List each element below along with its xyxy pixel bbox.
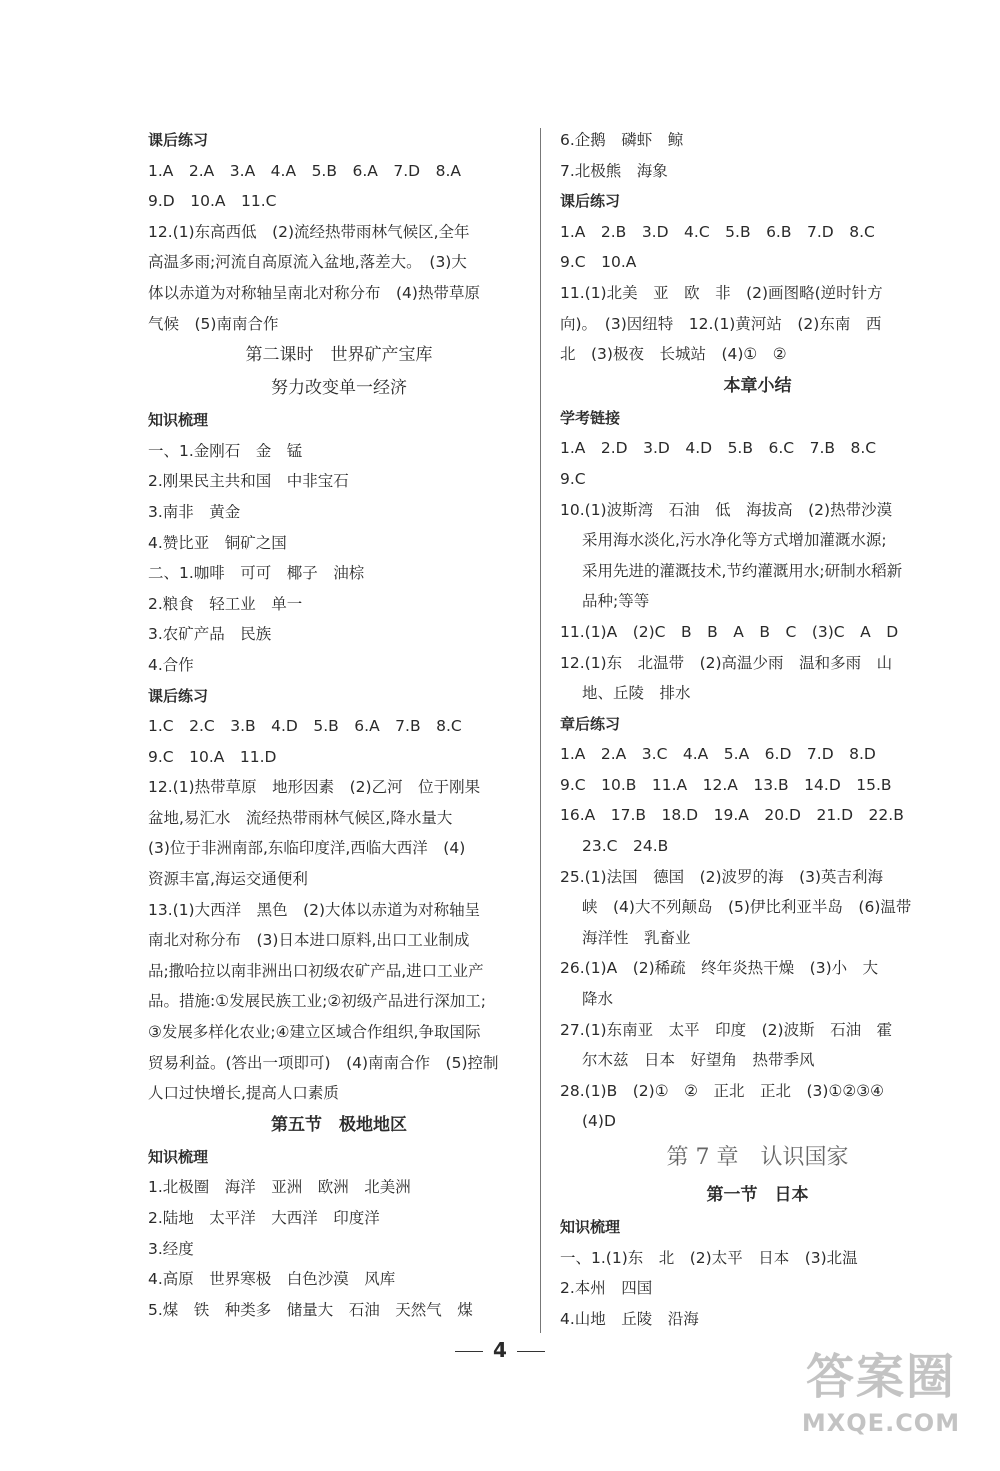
answer-line-left-22: 盆地,易汇水 流经热带雨林气候区,降水量大: [148, 808, 453, 827]
section-heading-right-9: 学考链接: [560, 408, 621, 427]
answer-line-right-21: 9.C 10.B 11.A 12.A 13.B 14.D 15.B: [560, 775, 892, 794]
answer-line-right-20: 1.A 2.A 3.C 4.A 5.A 6.D 7.D 8.D: [560, 745, 876, 764]
section-title-right-8: 本章小结: [723, 375, 792, 396]
section-title-left-8: 努力改变单一经济: [271, 378, 407, 399]
answer-line-right-3: 1.A 2.B 3.D 4.C 5.B 6.B 7.D 8.C: [560, 222, 875, 241]
page-number-text: 4: [493, 1338, 507, 1362]
section-title-left-7: 第二课时 世界矿产宝库: [245, 345, 433, 366]
answer-line-left-34: 1.北极圈 海洋 亚洲 欧洲 北美洲: [148, 1178, 411, 1197]
answer-line-right-18: 地、丘陵 排水: [582, 684, 691, 703]
answer-line-left-16: 3.农矿产品 民族: [148, 625, 272, 644]
answer-line-left-21: 12.(1)热带草原 地形因素 (2)乙河 位于刚果: [148, 778, 481, 797]
chapter-title-right-33: 第 7 章 认识国家: [666, 1145, 849, 1170]
answer-line-left-15: 2.粮食 轻工业 单一: [148, 594, 303, 613]
answer-line-right-6: 向)。 (3)因纽特 12.(1)黄河站 (2)东南 西: [560, 314, 882, 333]
right-column: [560, 125, 955, 1334]
answer-line-left-17: 4.合作: [148, 655, 194, 674]
answer-line-right-32: (4)D: [582, 1112, 616, 1131]
answer-line-left-23: (3)位于非洲南部,东临印度洋,西临大西洋 (4): [148, 839, 466, 858]
answer-line-right-30: 尔木兹 日本 好望角 热带季风: [582, 1051, 815, 1070]
answer-line-left-5: 体以赤道为对称轴呈南北对称分布 (4)热带草原: [148, 283, 480, 302]
answer-line-right-28: 降水: [582, 990, 614, 1009]
answer-line-right-37: 2.本州 四国: [560, 1279, 653, 1298]
watermark-logo: [776, 1345, 986, 1465]
watermark-title: 答案圈: [805, 1349, 956, 1405]
answer-line-right-31: 28.(1)B (2)① ② 正北 正北 (3)①②③④: [560, 1081, 885, 1100]
left-column: [148, 125, 530, 1325]
answer-line-left-30: 贸易利益。(答出一项即可) (4)南南合作 (5)控制: [148, 1053, 499, 1072]
answer-line-left-29: ③发展多样化农业;④建立区域合作组织,争取国际: [148, 1023, 481, 1042]
answer-line-left-27: 品;撒哈拉以南非洲出口初级农矿产品,进口工业产: [148, 961, 484, 980]
answer-line-left-10: 一、1.金刚石 金 锰: [148, 441, 303, 460]
watermark-url: MXQE.COM: [801, 1409, 961, 1437]
section-title-right-34: 第一节 日本: [706, 1185, 809, 1205]
answer-line-right-24: 25.(1)法国 德国 (2)波罗的海 (3)英吉利海: [560, 867, 884, 886]
answer-line-right-22: 16.A 17.B 18.D 19.A 20.D 21.D 22.B: [560, 806, 904, 825]
section-heading-left-0: 课后练习: [148, 131, 209, 149]
answer-line-right-29: 27.(1)东南亚 太平 印度 (2)波斯 石油 霍: [560, 1020, 893, 1039]
answer-line-left-28: 品。措施:①发展民族工业;②初级产品进行深加工;: [148, 992, 486, 1011]
answer-line-left-25: 13.(1)大西洋 黑色 (2)大体以赤道为对称轴呈: [148, 900, 481, 919]
answer-line-right-4: 9.C 10.A: [560, 253, 637, 272]
answer-line-left-26: 南北对称分布 (3)日本进口原料,出口工业制成: [148, 931, 470, 950]
answer-line-left-3: 12.(1)东高西低 (2)流经热带雨林气候区,全年: [148, 222, 470, 241]
section-heading-right-35: 知识梳理: [560, 1218, 621, 1236]
answer-line-left-2: 9.D 10.A 11.C: [148, 192, 277, 211]
answer-line-right-7: 北 (3)极夜 长城站 (4)① ②: [560, 345, 787, 364]
page-dash-left: [455, 1351, 483, 1352]
answer-line-right-10: 1.A 2.D 3.D 4.D 5.B 6.C 7.B 8.C: [560, 439, 877, 458]
answer-line-left-37: 4.高原 世界寒极 白色沙漠 风库: [148, 1270, 396, 1289]
answer-line-left-4: 高温多雨;河流自高原流入盆地,落差大。 (3)大: [148, 253, 467, 272]
answer-line-right-26: 海洋性 乳畜业: [582, 928, 691, 947]
answer-line-right-17: 12.(1)东 北温带 (2)高温少雨 温和多雨 山: [560, 653, 893, 672]
answer-line-right-1: 7.北极熊 海象: [560, 161, 668, 180]
answer-line-right-15: 品种;等等: [582, 592, 650, 611]
answer-line-left-19: 1.C 2.C 3.B 4.D 5.B 6.A 7.B 8.C: [148, 717, 462, 736]
answer-line-left-12: 3.南非 黄金: [148, 502, 241, 521]
answer-line-right-14: 采用先进的灌溉技术,节约灌溉用水;研制水稻新: [582, 561, 903, 580]
answer-line-right-11: 9.C: [560, 469, 586, 488]
answer-line-right-0: 6.企鹅 磷虾 鲸: [560, 131, 684, 149]
answer-line-right-23: 23.C 24.B: [582, 837, 669, 856]
section-title-left-32: 第五节 极地地区: [271, 1114, 407, 1135]
answer-line-left-38: 5.煤 铁 种类多 储量大 石油 天然气 煤: [148, 1300, 473, 1319]
answer-line-right-27: 26.(1)A (2)稀疏 终年炎热干燥 (3)小 大: [560, 959, 879, 978]
column-divider: [540, 128, 541, 1333]
answer-line-right-5: 11.(1)北美 亚 欧 非 (2)画图略(逆时针方: [560, 283, 883, 302]
answer-line-left-13: 4.赞比亚 铜矿之国: [148, 533, 287, 552]
section-heading-left-18: 课后练习: [148, 686, 209, 705]
answer-line-right-25: 峡 (4)大不列颠岛 (5)伊比利亚半岛 (6)温带: [582, 898, 912, 917]
answer-line-right-16: 11.(1)A (2)C B B A B C (3)C A D: [560, 622, 899, 641]
answer-line-right-13: 采用海水淡化,污水净化等方式增加灌溉水源;: [582, 531, 887, 550]
answer-line-left-20: 9.C 10.A 11.D: [148, 747, 277, 766]
answer-line-left-35: 2.陆地 太平洋 大西洋 印度洋: [148, 1209, 380, 1227]
answer-line-left-1: 1.A 2.A 3.A 4.A 5.B 6.A 7.D 8.A: [148, 161, 461, 180]
answer-line-left-31: 人口过快增长,提高人口素质: [148, 1084, 339, 1103]
answer-line-right-12: 10.(1)波斯湾 石油 低 海拔高 (2)热带沙漠: [560, 500, 893, 519]
answer-line-left-6: 气候 (5)南南合作: [148, 314, 279, 333]
answer-line-right-38: 4.山地 丘陵 沿海: [560, 1309, 699, 1328]
section-heading-left-9: 知识梳理: [148, 411, 209, 430]
answer-line-right-36: 一、1.(1)东 北 (2)太平 日本 (3)北温: [560, 1248, 858, 1267]
section-heading-left-33: 知识梳理: [148, 1147, 209, 1166]
answer-line-left-24: 资源丰富,海运交通便利: [148, 870, 308, 889]
answer-line-left-14: 二、1.咖啡 可可 椰子 油棕: [148, 564, 365, 583]
section-heading-right-19: 章后练习: [560, 714, 621, 733]
answer-line-left-11: 2.刚果民主共和国 中非宝石: [148, 472, 349, 491]
page-dash-right: [517, 1351, 545, 1352]
section-heading-right-2: 课后练习: [560, 192, 621, 211]
answer-line-left-36: 3.经度: [148, 1239, 194, 1258]
